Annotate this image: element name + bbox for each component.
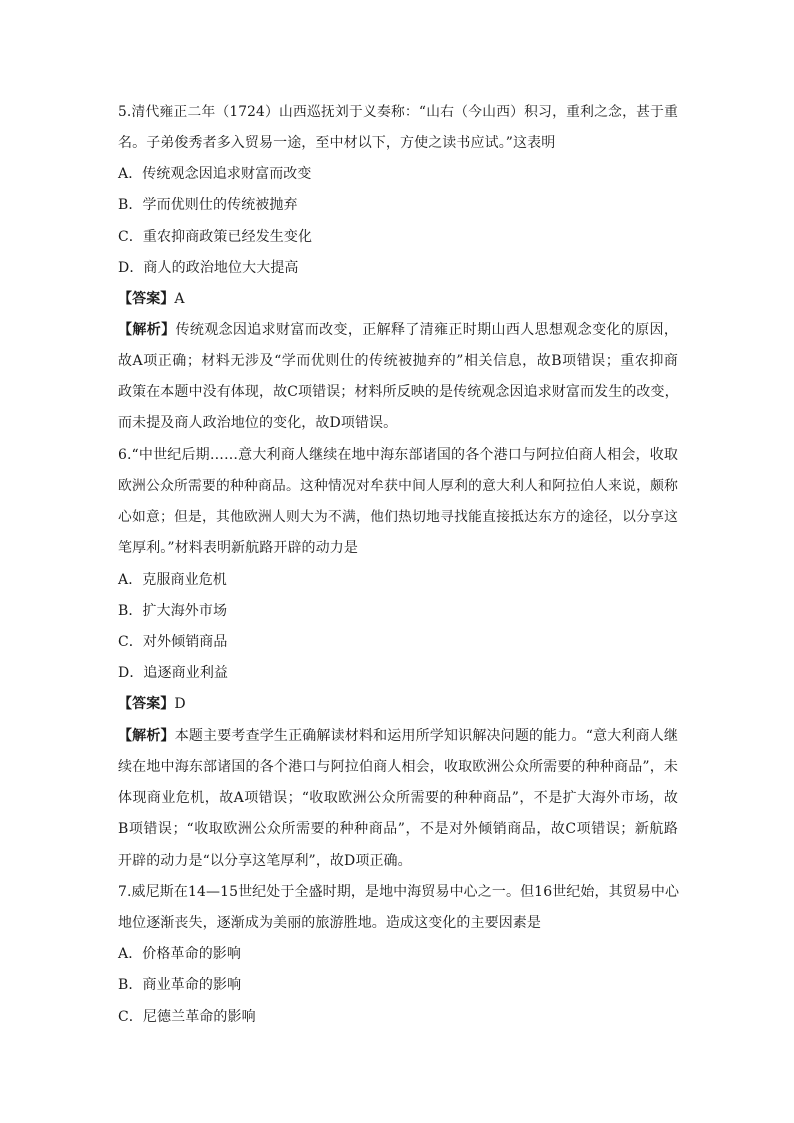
question-6-option-c: C．对外倾销商品 — [118, 634, 228, 650]
question-5-option-d: D．商人的政治地位大大提高 — [118, 260, 299, 276]
question-5-answer — [118, 289, 678, 309]
analysis-label: 【解析】 — [118, 728, 175, 744]
question-6-answer — [118, 694, 678, 714]
question-5-analysis-line-2: 故A项正确；材料无涉及“学而优则仕的传统被抛弃的”相关信息，故B项错误；重农抑商 — [118, 353, 678, 369]
analysis-text: 本题主要考查学生正确解读材料和运用所学知识解决问题的能力。“意大利商人继 — [174, 728, 678, 744]
question-6-analysis-line-4: B项错误；“收取欧洲公众所需要的种种商品”，不是对外倾销商品，故C项错误；新航路 — [118, 821, 678, 837]
question-5-analysis-line-1 — [118, 320, 678, 340]
analysis-text: 传统观念因追求财富而改变，正解释了清雍正时期山西人思想观念变化的原因， — [175, 322, 678, 338]
question-6-stem-line-1: 6.“中世纪后期……意大利商人继续在地中海东部诸国的各个港口与阿拉伯商人相会，收取 — [118, 447, 678, 463]
question-6-analysis-line-1 — [118, 726, 678, 746]
analysis-label: 【解析】 — [118, 322, 176, 338]
question-6-option-d: D．追逐商业利益 — [118, 665, 229, 681]
question-5-stem-line-1: 5.清代雍正二年（1724）山西巡抚刘于义奏称：“山右（今山西）积习，重利之念，甚于重 — [118, 104, 678, 120]
question-7-option-b: B．商业革命的影响 — [118, 977, 242, 993]
question-5-analysis-line-4: 而未提及商人政治地位的变化，故D项错误。 — [118, 415, 398, 431]
question-7-option-a: A．价格革命的影响 — [118, 946, 242, 962]
question-5-analysis-line-3: 政策在本题中没有体现，故C项错误；材料所反映的是传统观念因追求财富而发生的改变， — [118, 384, 679, 400]
answer-label: 【答案】 — [118, 696, 175, 712]
answer-label: 【答案】 — [118, 291, 175, 307]
question-6-option-b: B．扩大海外市场 — [118, 603, 228, 619]
question-7-option-c: C．尼德兰革命的影响 — [118, 1009, 256, 1025]
answer-value: D — [174, 696, 186, 712]
question-5-option-c: C．重农抑商政策已经发生变化 — [118, 229, 313, 245]
answer-value: A — [174, 291, 185, 307]
question-6-analysis-line-3: 体现商业危机，故A项错误；“收取欧洲公众所需要的种种商品”，不是扩大海外市场，故 — [118, 790, 678, 806]
question-5-stem-line-2: 名。子弟俊秀者多入贸易一途，至中材以下，方使之读书应试。”这表明 — [118, 135, 556, 151]
question-6-stem-line-2: 欧洲公众所需要的种种商品。这种情况对牟获中间人厚利的意大利人和阿拉伯人来说，颇称 — [118, 478, 678, 494]
question-5-option-a: A．传统观念因追求财富而改变 — [118, 166, 312, 182]
question-7-stem-line-2: 地位逐渐丧失，逐渐成为美丽的旅游胜地。造成这变化的主要因素是 — [118, 915, 541, 931]
question-6-option-a: A．克服商业危机 — [118, 572, 227, 588]
question-5-option-b: B．学而优则仕的传统被抛弃 — [118, 197, 298, 213]
question-6-analysis-line-5: 开辟的动力是“以分享这笔厚利”，故D项正确。 — [118, 853, 412, 869]
question-7-stem-line-1: 7.威尼斯在14—15世纪处于全盛时期，是地中海贸易中心之一。但16世纪始，其贸易中心 — [118, 884, 680, 900]
question-6-analysis-line-2: 续在地中海东部诸国的各个港口与阿拉伯商人相会，收取欧洲公众所需要的种种商品”，未 — [118, 759, 678, 775]
question-6-stem-line-3: 心如意；但是，其他欧洲人则大为不满，他们热切地寻找能直接抵达东方的途径，以分享这 — [118, 509, 678, 525]
question-6-stem-line-4: 笔厚利。”材料表明新航路开辟的动力是 — [118, 540, 358, 556]
